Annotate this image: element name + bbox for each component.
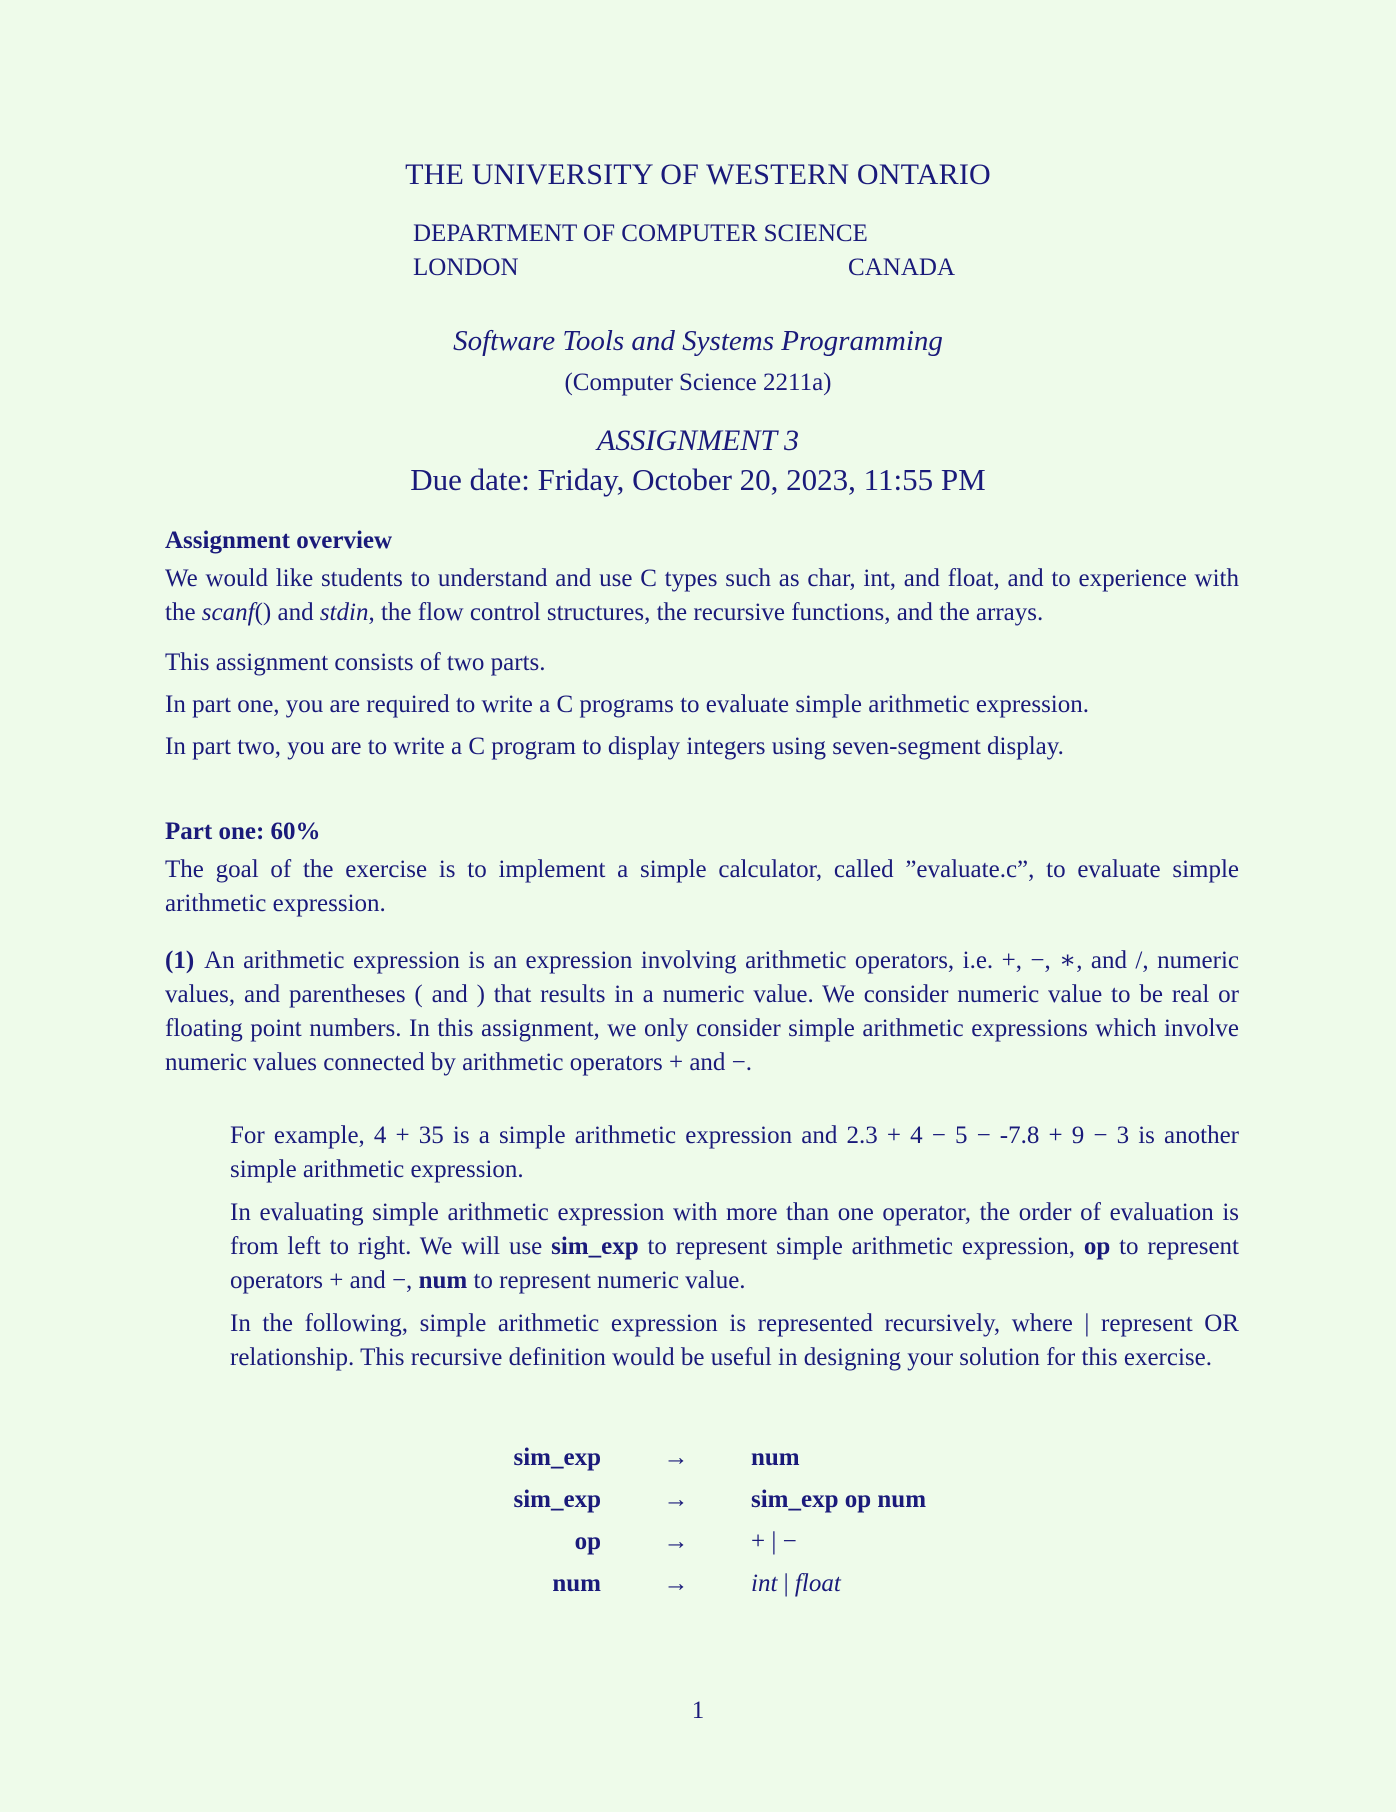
university-title: THE UNIVERSITY OF WESTERN ONTARIO — [405, 158, 991, 191]
grammar-rhs: num — [751, 1444, 800, 1471]
item-1-paragraph — [165, 944, 1239, 1080]
item-1-evaluation-order — [230, 1196, 1239, 1298]
overview-section — [165, 524, 1239, 764]
department-block — [413, 217, 955, 285]
grammar-row — [0, 1563, 1396, 1605]
grammar-arrow: → — [663, 1444, 689, 1471]
num-term: num — [418, 1267, 468, 1294]
grammar-row — [0, 1521, 1396, 1563]
overview-heading: Assignment overview — [165, 527, 393, 554]
item-1-text: An arithmetic expression is an expression involving arithmetic operators, i.e. +, −, ∗, and /, numeric values, and parentheses ( and ) that results in a numeric value. We consider numeric value to be real or floating point numbers. In this assignment, we only consider simple arithmetic expressions which involve numeric values connected by arithmetic operators + and −. — [165, 947, 1239, 1076]
overview-text-1: We would like students to understand and use C types such as char, int, and float, and to experience with the — [165, 565, 1239, 626]
due-date: Due date: Friday, October 20, 2023, 11:55 PM — [410, 462, 986, 497]
or-separator: | — [777, 1570, 795, 1597]
grammar-arrow: → — [663, 1528, 689, 1555]
parts-count: This assignment consists of two parts. — [165, 649, 546, 676]
country: CANADA — [848, 254, 955, 281]
assignment-title: ASSIGNMENT 3 — [597, 424, 799, 457]
grammar-rhs: + | − — [751, 1528, 797, 1555]
part-two-summary: In part two, you are to write a C program to display integers using seven-segment display. — [165, 733, 1064, 760]
grammar-lhs: sim_exp — [513, 1444, 601, 1471]
sim-exp-term: sim_exp — [551, 1233, 639, 1260]
stdin-term: stdin — [319, 599, 369, 626]
grammar-rhs: sim_exp op num — [751, 1486, 927, 1513]
grammar-arrow: → — [663, 1486, 689, 1513]
part-one-heading: Part one: 60% — [165, 818, 321, 845]
grammar-lhs: op — [574, 1528, 601, 1555]
scanf-term: scanf — [201, 599, 255, 626]
location-row — [413, 251, 955, 285]
part-one-summary: In part one, you are required to write a C programs to evaluate simple arithmetic expression. — [165, 691, 1089, 718]
course-title: Software Tools and Systems Programming — [453, 325, 943, 357]
course-code: (Computer Science 2211a) — [564, 369, 832, 396]
eval-text-2: to represent simple arithmetic expression, — [638, 1233, 1084, 1260]
item-1 — [165, 944, 1239, 1080]
overview-paragraph — [165, 562, 1239, 630]
department-name: DEPARTMENT OF COMPUTER SCIENCE — [413, 220, 868, 247]
overview-text-3: , the flow control structures, the recursive functions, and the arrays. — [368, 599, 1044, 626]
overview-text-2: () and — [254, 599, 320, 626]
eval-text-4: to represent numeric value. — [467, 1267, 746, 1294]
grammar-row — [0, 1437, 1396, 1479]
float-term: float — [794, 1570, 841, 1597]
grammar-arrow: → — [663, 1570, 689, 1597]
grammar-lhs: sim_exp — [513, 1486, 601, 1513]
op-term: op — [1083, 1233, 1111, 1260]
part-one-section — [165, 815, 1239, 921]
int-term: int — [751, 1570, 778, 1597]
page-number: 1 — [691, 1697, 705, 1724]
city: LONDON — [413, 254, 519, 281]
part-one-intro: The goal of the exercise is to implement a simple calculator, called ”evaluate.c”, to evaluate simple arithmetic expression. — [165, 856, 1239, 917]
item-1-example: For example, 4 + 35 is a simple arithmetic expression and 2.3 + 4 − 5 − -7.8 + 9 − 3 is another simple arithmetic expression. — [230, 1122, 1239, 1183]
eval-text-1: In evaluating simple arithmetic expression with more than one operator, the order of evaluation is from left to right. We will use — [230, 1199, 1239, 1260]
item-1-recursive-definition: In the following, simple arithmetic expression is represented recursively, where | represent OR relationship. This recursive definition would be useful in designing your solution for this exercise. — [230, 1310, 1239, 1371]
item-1-label: (1) — [165, 947, 195, 974]
grammar-rhs — [751, 1570, 841, 1598]
eval-text-3: to represent operators + and −, — [230, 1233, 1240, 1294]
grammar-table — [0, 1437, 1396, 1605]
grammar-lhs: num — [552, 1570, 601, 1597]
grammar-row — [0, 1479, 1396, 1521]
